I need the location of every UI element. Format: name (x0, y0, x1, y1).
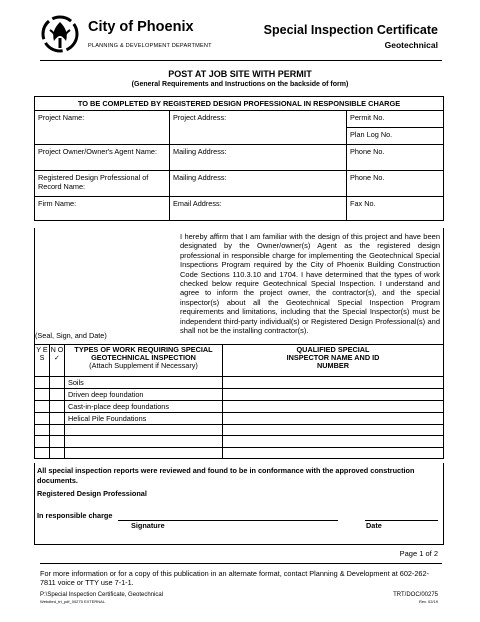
work-type-cell: Cast-in-place deep foundations (65, 401, 223, 413)
plan-log-no-field[interactable]: Plan Log No. (347, 128, 444, 145)
footer-file-path: P:\Special Inspection Certificate, Geotechnical (40, 592, 164, 598)
yes-checkbox[interactable] (35, 377, 50, 389)
table-row (35, 377, 444, 389)
yes-checkbox[interactable] (35, 447, 50, 458)
document-title: Special Inspection Certificate (263, 23, 438, 37)
professional-info-table (34, 96, 444, 221)
rdp-mailing-address-field[interactable]: Mailing Address: (170, 171, 347, 197)
inspector-cell[interactable] (223, 401, 444, 413)
seal-sign-date-label: (Seal, Sign, and Date) (35, 331, 107, 340)
inspector-cell[interactable] (223, 389, 444, 401)
yes-checkbox[interactable] (35, 401, 50, 413)
table-row (35, 401, 444, 413)
footer-divider (40, 563, 442, 564)
rdp-label: Registered Design Professional (37, 489, 147, 498)
no-checkbox[interactable] (50, 425, 65, 436)
org-name: City of Phoenix (88, 19, 194, 35)
inspector-cell[interactable] (223, 447, 444, 458)
post-subtitle: (General Requirements and Instructions on the backside of form) (131, 81, 349, 88)
header-divider (40, 60, 442, 61)
email-address-field[interactable]: Email Address: (170, 197, 347, 221)
work-types-header (65, 345, 223, 377)
yes-checkbox[interactable] (35, 436, 50, 447)
fax-no-field[interactable]: Fax No. (347, 197, 444, 221)
no-checkbox[interactable] (50, 447, 65, 458)
date-label: Date (366, 521, 382, 530)
yes-checkbox[interactable] (35, 389, 50, 401)
table-row (35, 389, 444, 401)
work-type-cell: Driven deep foundation (65, 389, 223, 401)
yes-checkbox[interactable] (35, 425, 50, 436)
owner-phone-field[interactable]: Phone No. (347, 145, 444, 171)
no-checkbox[interactable] (50, 389, 65, 401)
inspector-cell[interactable] (223, 425, 444, 436)
table-row (35, 447, 444, 458)
yes-column-header: Y E S (35, 345, 50, 377)
rdp-phone-field[interactable]: Phone No. (347, 171, 444, 197)
no-checkbox[interactable] (50, 436, 65, 447)
no-checkbox[interactable] (50, 377, 65, 389)
affirmation-text: I hereby affirm that I am familiar with the design of this project and have been designated by the Owner/owner(s) Agent as the registered design professional in responsible charge for implementing the Geotechnical Special Inspections Program required by the City of Phoenix Building Construction Code Sections 110.3.10 and 1704. I have determined that the types of work checked below require Geotechnical Special Inspection. I understand and agree to inform the project owner, the contractor(s), and the special inspector(s) about all the Geotechnical Special Inspection Program requirements and limitations, including that the Special Inspector(s) must be independent third-party individual(s) or Registered Design Professional(s) and shall not be the installing contractor(s). (180, 232, 440, 336)
project-name-field[interactable]: Project Name: (35, 111, 170, 145)
no-checkbox[interactable] (50, 413, 65, 425)
work-types-table (34, 344, 444, 459)
work-types-title: TYPES OF WORK REQUIRING SPECIAL GEOTECHNICAL INSPECTION (74, 345, 213, 362)
footer-doc-code: TRT/DOC/00275 (393, 592, 438, 598)
rdp-record-name-field[interactable]: Registered Design Professional of Record Name: (35, 171, 170, 197)
table-row (35, 436, 444, 447)
work-types-note: (Attach Supplement if Necessary) (89, 361, 198, 370)
table-row (35, 425, 444, 436)
conformance-text: All special inspection reports were reviewed and found to be in conformance with the approved construction documents. (37, 466, 415, 485)
professional-heading: TO BE COMPLETED BY REGISTERED DESIGN PROFESSIONAL IN RESPONSIBLE CHARGE (35, 97, 444, 111)
inspector-cell[interactable] (223, 413, 444, 425)
footer-info: For more information or for a copy of this publication in an alternate format, contact Planning & Development at 602-262-7811 voice or TTY use 7-1-1. (40, 569, 429, 588)
inspector-cell[interactable] (223, 436, 444, 447)
footer-revision: Rev. 02/19 (418, 599, 438, 604)
work-type-cell: Helical Pile Foundations (65, 413, 223, 425)
affirmation-section (34, 228, 444, 344)
document-subtitle: Geotechnical (384, 40, 438, 50)
project-address-field[interactable]: Project Address: (170, 111, 347, 145)
inspector-cell[interactable] (223, 377, 444, 389)
firm-name-field[interactable]: Firm Name: (35, 197, 170, 221)
no-column-header: N O ✓ (50, 345, 65, 377)
work-type-cell[interactable] (65, 447, 223, 458)
table-row (35, 413, 444, 425)
org-department: PLANNING & DEVELOPMENT DEPARTMENT (88, 43, 212, 49)
owner-mailing-address-field[interactable]: Mailing Address: (170, 145, 347, 171)
footer-web-id: Webdted_trt_pdf_00275 EXTERNAL (40, 599, 106, 604)
page-number: Page 1 of 2 (399, 549, 438, 558)
inspector-header: QUALIFIED SPECIAL INSPECTOR NAME AND ID NUMBER (223, 345, 444, 377)
work-type-cell[interactable] (65, 436, 223, 447)
work-type-cell[interactable] (65, 425, 223, 436)
no-checkbox[interactable] (50, 401, 65, 413)
post-title: POST AT JOB SITE WITH PERMIT (168, 69, 312, 79)
signature-label: Signature (131, 521, 165, 530)
phoenix-bird-icon (40, 14, 80, 54)
permit-no-field[interactable]: Permit No. (347, 111, 444, 128)
yes-checkbox[interactable] (35, 413, 50, 425)
responsible-charge-label: In responsible charge (37, 511, 113, 520)
work-type-cell: Soils (65, 377, 223, 389)
owner-agent-name-field[interactable]: Project Owner/Owner's Agent Name: (35, 145, 170, 171)
conformance-section (34, 463, 444, 545)
